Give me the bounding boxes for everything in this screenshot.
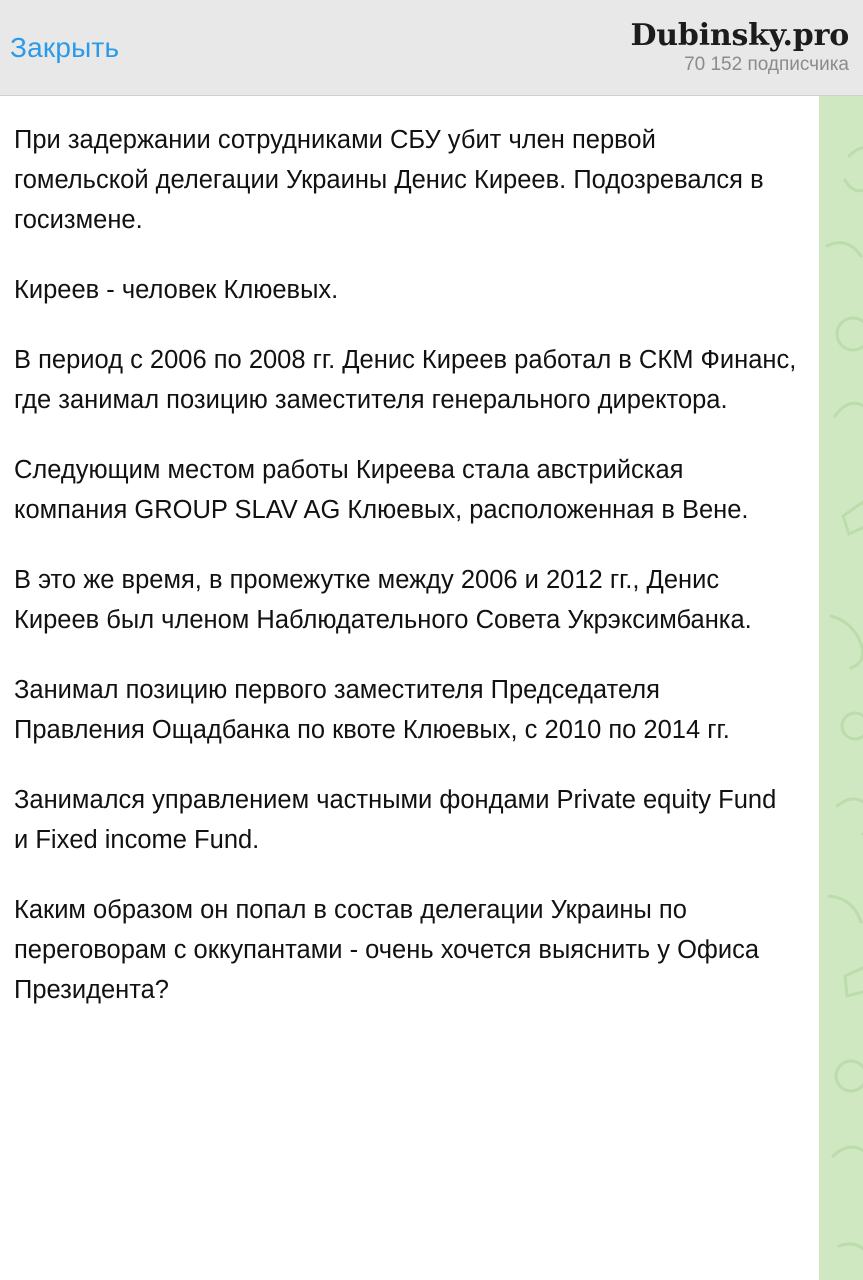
post-paragraph: В период с 2006 по 2008 гг. Денис Киреев работал в СКМ Финанс, где занимал позицию заместителя генерального директора. [14,346,804,414]
post-paragraph: При задержании сотрудниками СБУ убит член первой гомельской делегации Украины Денис Киреев. Подозревался в госизмене. [14,126,771,234]
channel-info[interactable] [630,17,849,76]
post-paragraph: Занимался управлением частными фондами Private equity Fund и Fixed income Fund. [14,786,784,854]
channel-title: Dubinsky.pro [630,17,849,53]
post-paragraph: Занимал позицию первого заместителя Председателя Правления Ощадбанка по квоте Клюевых, с 2010 по 2014 гг. [14,676,730,744]
post-paragraph: В это же время, в промежутке между 2006 и 2012 гг., Денис Киреев был членом Наблюдательного Совета Укрэксимбанка. [14,566,752,634]
close-button[interactable]: Закрыть [10,31,120,63]
chat-wallpaper-decoration [819,96,863,1280]
post-scroll-area[interactable] [0,96,863,1280]
post-paragraph: Каким образом он попал в состав делегации Украины по переговорам с оккупантами - очень хочется выяснить у Офиса Президента? [14,896,767,1004]
post-body [0,96,819,1020]
post-paragraph: Следующим местом работы Киреева стала австрийская компания GROUP SLAV AG Клюевых, расположенная в Вене. [14,456,749,524]
post-paragraph: Киреев - человек Клюевых. [14,276,339,304]
header-bar [0,0,863,96]
subscriber-count: 70 152 подписчика [684,54,849,76]
